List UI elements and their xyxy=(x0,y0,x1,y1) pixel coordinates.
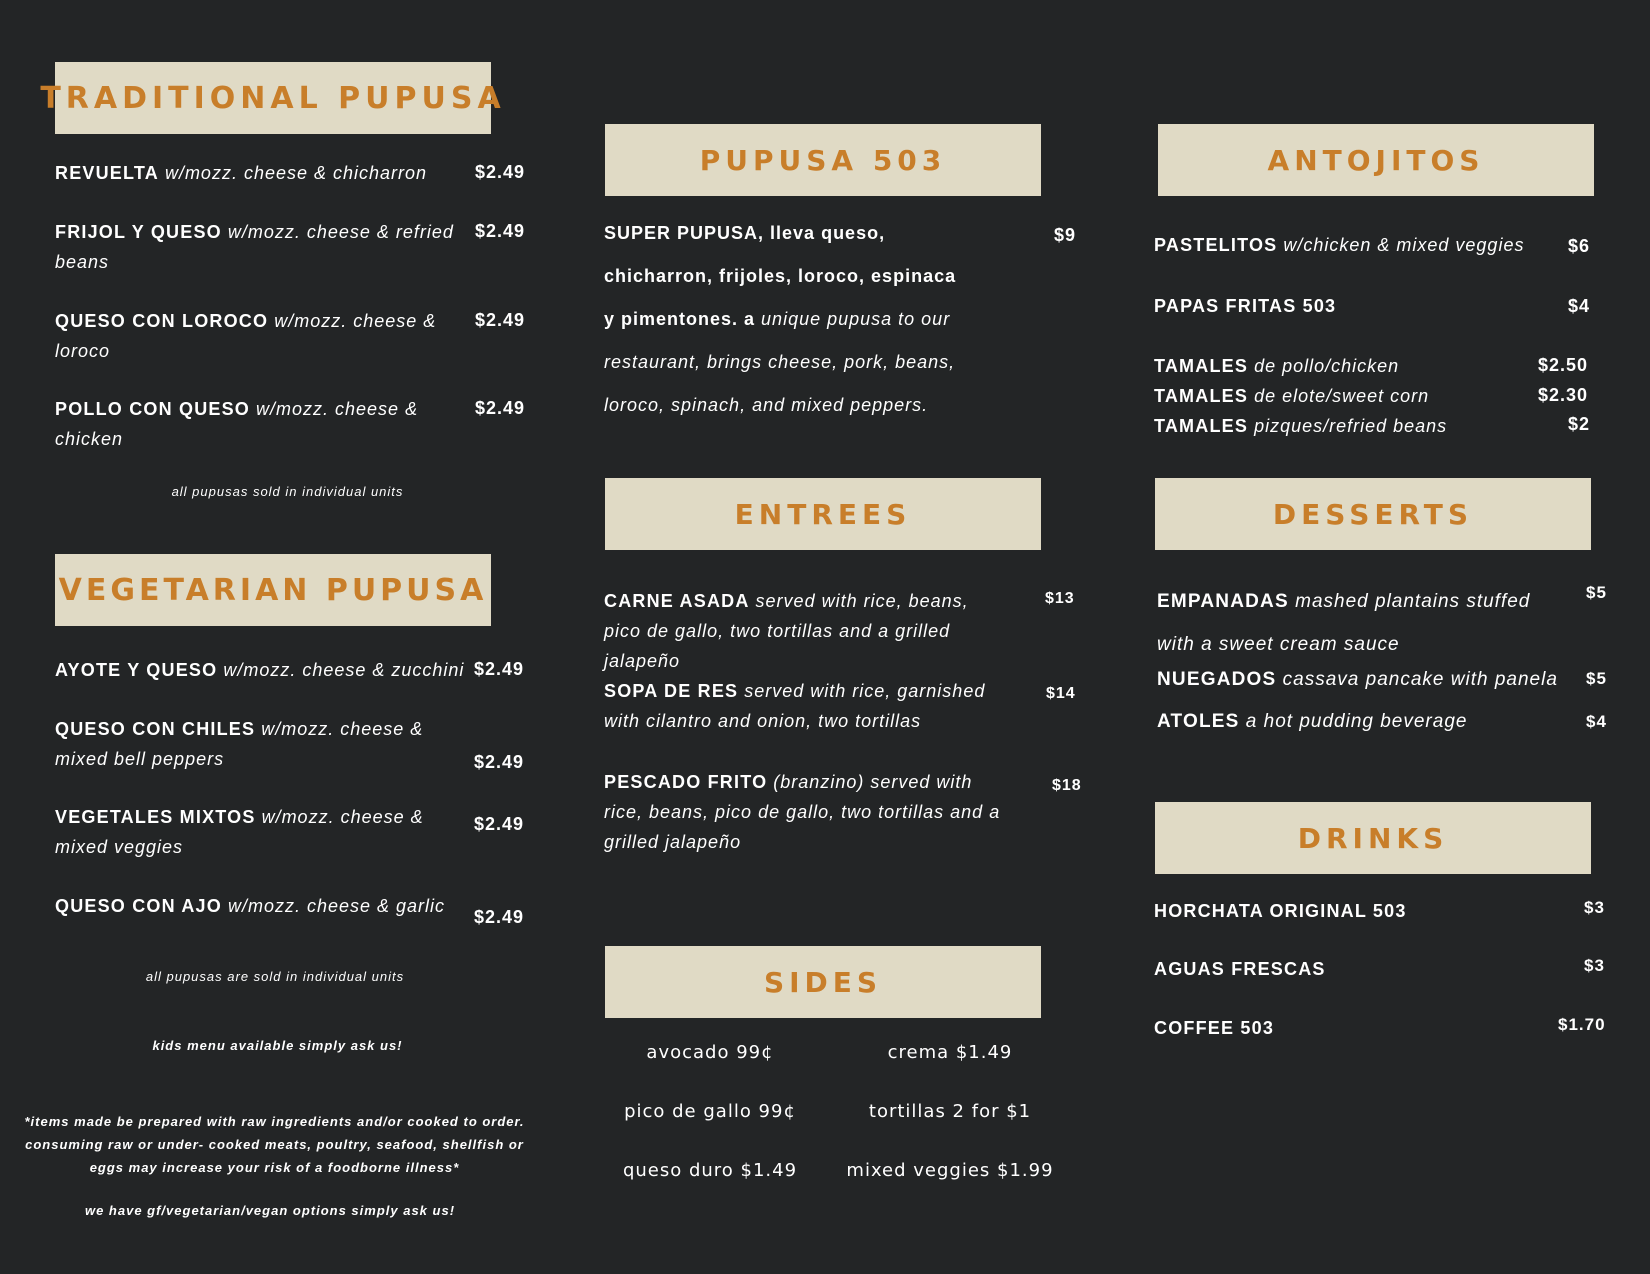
menu-item xyxy=(1157,665,1577,695)
item-price: $2.49 xyxy=(475,398,526,418)
item-name: COFFEE 503 xyxy=(1154,1018,1275,1038)
traditional-note: all pupusas sold in individual units xyxy=(171,484,404,499)
traditional-pupusa-banner: TRADITIONAL PUPUSA xyxy=(55,62,491,134)
menu-item xyxy=(604,586,1004,676)
item-price: $4 xyxy=(1586,712,1607,731)
item-desc: w/mozz. cheese & refried beans xyxy=(55,222,454,272)
item-price: $4 xyxy=(1568,296,1591,316)
item-name: ATOLES xyxy=(1157,711,1240,732)
menu-item xyxy=(1154,230,1574,260)
item-desc: w/chicken & mixed veggies xyxy=(1277,235,1525,255)
item-name: TAMALES xyxy=(1154,356,1249,376)
sides-banner: SIDES xyxy=(605,946,1041,1018)
vegetarian-note: all pupusas are sold in individual units xyxy=(145,969,405,984)
menu-item xyxy=(1154,291,1574,321)
item-desc: w/mozz. cheese & mixed bell peppers xyxy=(55,719,424,769)
item-name: AYOTE Y QUESO xyxy=(55,660,218,680)
item-price: $5 xyxy=(1586,669,1607,688)
item-name: PESCADO FRITO xyxy=(604,772,768,792)
item-name: SUPER PUPUSA, lleva queso, chicharron, frijoles, loroco, espinaca y pimentones. a xyxy=(604,223,957,329)
menu-item xyxy=(55,714,465,774)
item-desc: w/mozz. cheese & chicken xyxy=(55,399,419,449)
menu-item xyxy=(55,655,475,685)
menu-item xyxy=(55,217,455,277)
item-price: $6 xyxy=(1568,236,1591,256)
item-price: $2.49 xyxy=(474,907,525,927)
menu-item xyxy=(1154,351,1574,381)
menu-item xyxy=(55,891,455,921)
raw-food-warning: *items made be prepared with raw ingredients and/or cooked to order. consuming raw or under- cooked meats, poultry, seafood, shellfish or eggs may increase your risk of a foodborne illness* xyxy=(24,1114,525,1175)
item-desc: w/mozz. cheese & chicharron xyxy=(158,163,428,183)
side-item: queso duro $1.49 xyxy=(622,1160,798,1181)
item-desc: w/mozz. cheese & zucchini xyxy=(217,660,465,680)
menu-item xyxy=(1154,1013,1534,1043)
item-name: QUESO CON AJO xyxy=(55,896,222,916)
item-desc: w/mozz. cheese & loroco xyxy=(55,311,437,361)
item-price: $2.49 xyxy=(474,659,525,679)
item-name: REVUELTA xyxy=(55,163,159,183)
item-desc: served with rice, garnished with cilantro and onion, two tortillas xyxy=(604,681,986,731)
item-desc: w/mozz. cheese & mixed veggies xyxy=(55,807,424,857)
menu-item xyxy=(55,158,455,188)
item-name: QUESO CON CHILES xyxy=(55,719,256,739)
item-name: TAMALES xyxy=(1154,416,1249,436)
item-price: $13 xyxy=(1045,590,1075,607)
item-price: $3 xyxy=(1584,956,1605,975)
item-name: EMPANADAS xyxy=(1157,591,1289,612)
entrees-banner: ENTREES xyxy=(605,478,1041,550)
menu-item xyxy=(1154,381,1574,411)
item-price: $9 xyxy=(1054,225,1077,245)
menu-item xyxy=(55,394,455,454)
item-name: VEGETALES MIXTOS xyxy=(55,807,256,827)
item-price: $2.49 xyxy=(474,752,525,772)
item-price: $2.50 xyxy=(1538,355,1589,375)
item-name: HORCHATA ORIGINAL 503 xyxy=(1154,901,1407,921)
item-name: TAMALES xyxy=(1154,386,1249,406)
item-desc: a hot pudding beverage xyxy=(1239,711,1468,732)
menu-item xyxy=(55,802,455,862)
item-desc: unique pupusa to our restaurant, brings cheese, pork, beans, loroco, spinach, and mixed peppers. xyxy=(604,309,956,415)
item-price: $2.49 xyxy=(474,814,525,834)
kids-menu-note: kids menu available simply ask us! xyxy=(152,1038,403,1053)
side-item: tortillas 2 for $1 xyxy=(868,1101,1032,1122)
item-price: $2 xyxy=(1568,414,1591,434)
item-desc: served with rice, beans, pico de gallo, two tortillas and a grilled jalapeño xyxy=(604,591,969,671)
menu-item xyxy=(1154,954,1534,984)
item-name: QUESO CON LOROCO xyxy=(55,311,269,331)
item-name: SOPA DE RES xyxy=(604,681,739,701)
item-price: $2.49 xyxy=(475,310,526,330)
item-price: $5 xyxy=(1586,583,1607,602)
pupusa-503-banner: PUPUSA 503 xyxy=(605,124,1041,196)
desserts-banner: DESSERTS xyxy=(1155,478,1591,550)
item-desc: pizques/refried beans xyxy=(1248,416,1448,436)
item-name: POLLO CON QUESO xyxy=(55,399,251,419)
menu-item xyxy=(55,306,455,366)
item-price: $14 xyxy=(1046,685,1076,702)
menu-item xyxy=(1157,580,1557,666)
dietary-options-note: we have gf/vegetarian/vegan options simply ask us! xyxy=(84,1203,456,1218)
drinks-banner: DRINKS xyxy=(1155,802,1591,874)
item-name: FRIJOL Y QUESO xyxy=(55,222,222,242)
item-price: $2.49 xyxy=(475,162,526,182)
item-price: $18 xyxy=(1052,777,1082,794)
item-price: $2.49 xyxy=(475,221,526,241)
antojitos-banner: ANTOJITOS xyxy=(1158,124,1594,196)
item-desc: de elote/sweet corn xyxy=(1248,386,1430,406)
item-desc: w/mozz. cheese & garlic xyxy=(221,896,446,916)
item-price: $3 xyxy=(1584,898,1605,917)
item-desc: (branzino) served with rice, beans, pico de gallo, two tortillas and a grilled jalapeño xyxy=(604,772,1001,852)
menu-item xyxy=(1157,707,1577,737)
item-desc: de pollo/chicken xyxy=(1248,356,1400,376)
super-pupusa-item xyxy=(604,212,964,427)
item-price: $2.30 xyxy=(1538,385,1589,405)
item-name: AGUAS FRESCAS xyxy=(1154,959,1326,979)
menu-item xyxy=(1154,896,1534,926)
side-item: avocado 99¢ xyxy=(646,1042,774,1063)
item-name: PAPAS FRITAS 503 xyxy=(1154,296,1337,316)
item-price: $1.70 xyxy=(1558,1015,1606,1034)
side-item: crema $1.49 xyxy=(887,1042,1013,1063)
side-item: pico de gallo 99¢ xyxy=(624,1101,796,1122)
menu-item xyxy=(1154,411,1574,441)
item-name: PASTELITOS xyxy=(1154,235,1278,255)
menu-item xyxy=(604,676,1004,736)
side-item: mixed veggies $1.99 xyxy=(846,1160,1054,1181)
menu-item xyxy=(604,767,1004,857)
item-name: NUEGADOS xyxy=(1157,669,1277,690)
item-desc: cassava pancake with panela xyxy=(1276,669,1558,690)
item-desc: mashed plantains stuffed with a sweet cream sauce xyxy=(1157,591,1531,655)
vegetarian-pupusa-banner: VEGETARIAN PUPUSA xyxy=(55,554,491,626)
item-name: CARNE ASADA xyxy=(604,591,750,611)
